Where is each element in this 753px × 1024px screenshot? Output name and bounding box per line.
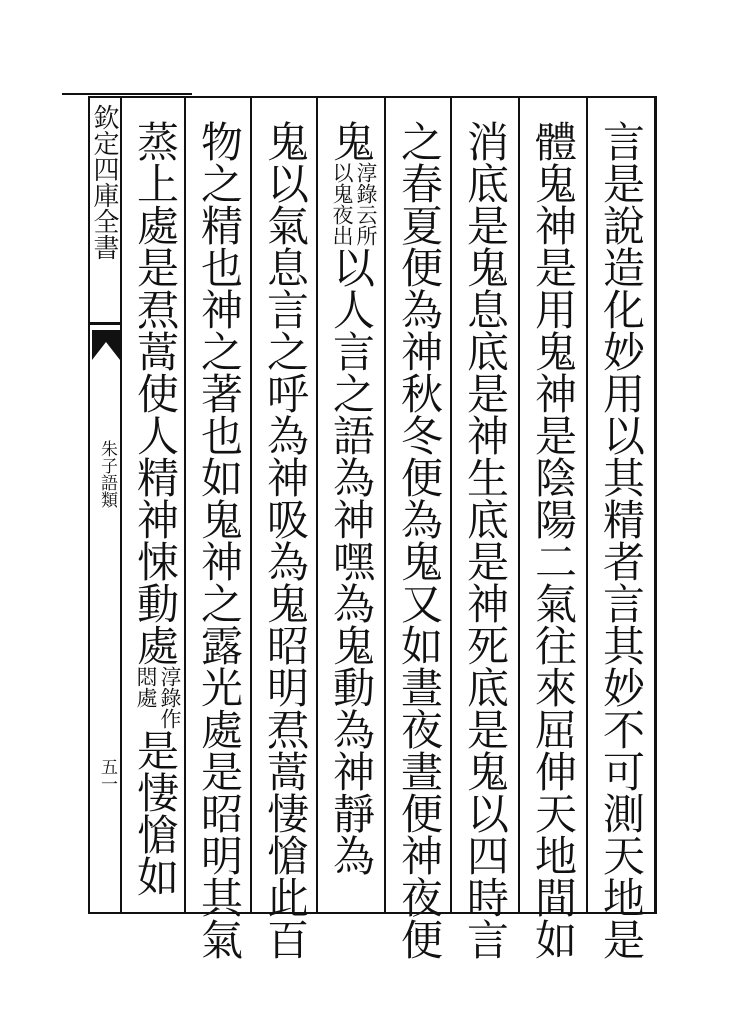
text-column-4: 之春夏便為神秋冬便為鬼又如晝夜晝便神夜便 [395,120,444,960]
column-divider [184,98,186,912]
text-column-2: 體鬼神是用鬼神是陰陽二氣往來屈伸天地間如 [529,120,578,960]
text-column-5 [328,120,378,876]
column-divider [250,98,252,912]
frame-right [654,96,657,914]
column-8-annotation [134,666,182,729]
column-8-tail: 是悽愴如 [131,729,180,897]
column-5-tail: 以人言之語為神嘿為鬼動為神靜為 [327,246,376,876]
column-divider [586,98,588,912]
column-divider [384,98,386,912]
annotation-right-line: 淳錄云所 [354,162,378,246]
column-divider [518,98,520,912]
column-5-head: 鬼 [327,120,376,162]
text-column-6: 鬼以氣息言之呼為神吸為鬼昭明焄蒿悽愴此百 [261,120,310,960]
frame-top [88,96,656,98]
column-divider [450,98,452,912]
annotation-right-line: 淳錄作 [158,666,182,729]
frame-top-left [62,93,192,95]
fish-tail-mark [92,330,120,360]
annotation-left-line: 悶處 [134,666,158,708]
margin-page-number: 五一 [97,758,117,792]
margin-book-title: 朱子語類 [97,440,117,508]
fish-tail-bar [90,322,120,325]
margin-title: 欽定四庫全書 [89,104,119,260]
text-column-8 [132,120,182,897]
text-column-7: 物之精也神之著也如鬼神之露光處是昭明其氣 [195,120,244,960]
annotation-left-line: 以鬼夜出 [330,162,354,246]
text-column-1: 言是說造化妙用以其精者言其妙不可測天地是 [597,120,646,960]
column-5-annotation [330,162,378,246]
column-8-head: 蒸上處是焄蒿使人精神悚動處 [131,120,180,666]
column-divider [316,98,318,912]
text-column-3: 消底是鬼息底是神生底是神死底是鬼以四時言 [461,120,510,960]
